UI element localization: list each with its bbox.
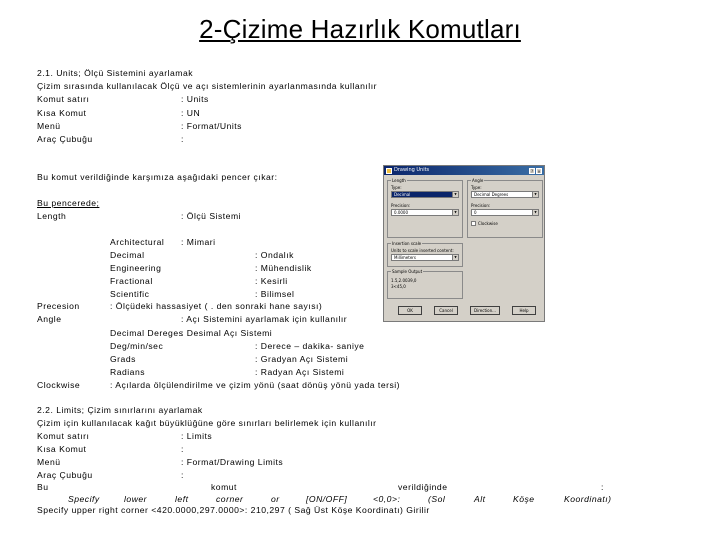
clockwise-checkbox-label: Clockwise xyxy=(478,221,498,226)
specify-word: [ON/OFF] xyxy=(306,494,348,504)
length-precision-select[interactable] xyxy=(391,209,459,216)
length-type-select[interactable] xyxy=(391,191,459,198)
specify-word: (Sol xyxy=(428,494,446,504)
units-row-label: Komut satırı xyxy=(37,94,90,104)
colon-word: : xyxy=(601,482,604,492)
sample-output-group xyxy=(387,271,463,299)
precision-label: Precision: xyxy=(391,203,411,208)
sample-line: 1.5,2.0039,0 xyxy=(391,278,417,283)
angle-type-value: Decimal Degrees xyxy=(474,192,509,197)
units-row-label: Araç Çubuğu xyxy=(37,134,93,144)
limits-row-label: Kısa Komut xyxy=(37,444,87,454)
length-precision-value: 0.0000 xyxy=(394,210,408,215)
close-icon[interactable]: × xyxy=(537,168,541,174)
units-heading: 2.1. Units; Ölçü Sistemini ayarlamak xyxy=(37,68,194,78)
angle-option-name: Deg/min/sec xyxy=(110,341,164,351)
upper-right-line: Specify upper right corner <420.0000,297.0000>: 210,297 ( Sağ Üst Köşe Koordinatı) Girilir xyxy=(37,505,430,515)
sample-output-label: Sample Output xyxy=(392,269,423,274)
limits-row-label: Komut satırı xyxy=(37,431,90,441)
precision-value: : Ölçüdeki hassasiyet ( . den sonraki hane sayısı) xyxy=(110,301,323,311)
specify-word: Köşe xyxy=(513,494,535,504)
limits-row-value: : Limits xyxy=(181,431,213,441)
units-row-value: : Format/Units xyxy=(181,121,242,131)
limits-row-value: : xyxy=(181,470,184,480)
length-option-name: Scientific xyxy=(110,289,150,299)
angle-label: Angle xyxy=(37,314,62,324)
limits-heading: 2.2. Limits; Çizim sınırlarını ayarlamak xyxy=(37,405,203,415)
length-type-value: Decimal xyxy=(394,192,411,197)
units-description: Çizim sırasında kullanılacak Ölçü ve açı sistemlerinin ayarlanmasında kullanılır xyxy=(37,81,377,91)
insertion-units-value: Millimeters xyxy=(394,255,417,260)
specify-word: corner xyxy=(216,494,244,504)
length-option-name: Decimal xyxy=(110,250,145,260)
units-row-label: Kısa Komut xyxy=(37,108,87,118)
angle-value: : Açı Sistemini ayarlamak için kullanılır xyxy=(181,314,348,324)
units-row-value: : xyxy=(181,134,184,144)
specify-word: Specify xyxy=(68,494,100,504)
length-group-label: Length xyxy=(392,178,406,183)
chevron-down-icon: ▼ xyxy=(532,192,538,197)
angle-option-desc: : Derece – dakika- saniye xyxy=(255,341,365,351)
clockwise-label: Clockwise xyxy=(37,380,81,390)
length-option-desc: : Bilimsel xyxy=(255,289,295,299)
precision-label: Precesion xyxy=(37,301,80,311)
length-option-name: Fractional xyxy=(110,276,153,286)
angle-option-desc: : Radyan Açı Sistemi xyxy=(255,367,345,377)
help-icon[interactable]: ? xyxy=(530,168,534,174)
clockwise-checkbox[interactable] xyxy=(471,221,476,226)
insertion-text: Units to scale inserted content: xyxy=(391,248,454,253)
angle-group xyxy=(467,180,543,238)
angle-precision-label: Precision: xyxy=(471,203,491,208)
specify-word: or xyxy=(271,494,280,504)
chevron-down-icon: ▼ xyxy=(452,255,458,260)
specify-word: <0,0>: xyxy=(373,494,401,504)
dialog-titlebar xyxy=(384,166,544,175)
dialog-title: Drawing Units xyxy=(394,167,430,173)
chevron-down-icon: ▼ xyxy=(452,192,458,197)
drawing-units-dialog xyxy=(383,165,545,322)
angle-type-label: Type: xyxy=(471,185,482,190)
limits-row-value: : Format/Drawing Limits xyxy=(181,457,284,467)
limits-row-label: Araç Çubuğu xyxy=(37,470,93,480)
ok-button[interactable]: OK xyxy=(398,306,422,315)
angle-precision-value: 0 xyxy=(474,210,477,215)
length-option-desc: : Ondalık xyxy=(255,250,294,260)
length-option-desc: : Kesirli xyxy=(255,276,288,286)
direction-button[interactable]: Direction... xyxy=(470,306,500,315)
limits-row-label: Menü xyxy=(37,457,61,467)
insertion-group-label: Insertion scale xyxy=(392,241,422,246)
angle-group-label: Angle xyxy=(472,178,484,183)
angle-precision-select[interactable] xyxy=(471,209,539,216)
type-label: Type: xyxy=(391,185,402,190)
specify-word: Koordinatı) xyxy=(564,494,612,504)
angle-option-name: Radians xyxy=(110,367,146,377)
insertion-group xyxy=(387,243,463,267)
length-value: : Ölçü Sistemi xyxy=(181,211,242,221)
units-row-value: : Units xyxy=(181,94,209,104)
help-button[interactable]: Help xyxy=(512,306,536,315)
units-intro: Bu komut verildiğinde karşımıza aşağıdaki pencer çıkar: xyxy=(37,172,278,182)
insertion-units-select[interactable] xyxy=(391,254,459,261)
komut-word: komut xyxy=(211,482,237,492)
specify-word: left xyxy=(175,494,189,504)
angle-option-desc: : Desimal Açı Sistemi xyxy=(181,328,273,338)
cancel-button[interactable]: Cancel xyxy=(434,306,458,315)
length-label: Length xyxy=(37,211,67,221)
angle-option-name: Decimal Dereges xyxy=(110,328,184,338)
limits-description: Çizim için kullanılacak kağıt büyüklüğüne göre sınırları belirlemek için kullanılır xyxy=(37,418,377,428)
window-heading: Bu pencerede; xyxy=(37,198,100,208)
app-icon xyxy=(386,168,392,174)
specify-word: Alt xyxy=(474,494,486,504)
verildiginde-word: verildiğinde xyxy=(398,482,448,492)
units-row-label: Menü xyxy=(37,121,61,131)
length-option-desc: : Mimari xyxy=(181,237,216,247)
length-option-desc: : Mühendislik xyxy=(255,263,312,273)
angle-option-name: Grads xyxy=(110,354,136,364)
limits-row-value: : xyxy=(181,444,184,454)
chevron-down-icon: ▼ xyxy=(452,210,458,215)
specify-word: lower xyxy=(124,494,148,504)
length-group xyxy=(387,180,463,238)
angle-option-desc: : Gradyan Açı Sistemi xyxy=(255,354,349,364)
clockwise-value: : Açılarda ölçülendirilme ve çizim yönü (saat dönüş yönü yada tersi) xyxy=(110,380,401,390)
angle-type-select[interactable] xyxy=(471,191,539,198)
page-title: 2-Çizime Hazırlık Komutları xyxy=(199,14,521,44)
sample-line: 3<45,0 xyxy=(391,284,406,289)
length-option-name: Engineering xyxy=(110,263,162,273)
chevron-down-icon: ▼ xyxy=(532,210,538,215)
length-option-name: Architectural xyxy=(110,237,165,247)
units-row-value: : UN xyxy=(181,108,201,118)
bu-word: Bu xyxy=(37,482,49,492)
